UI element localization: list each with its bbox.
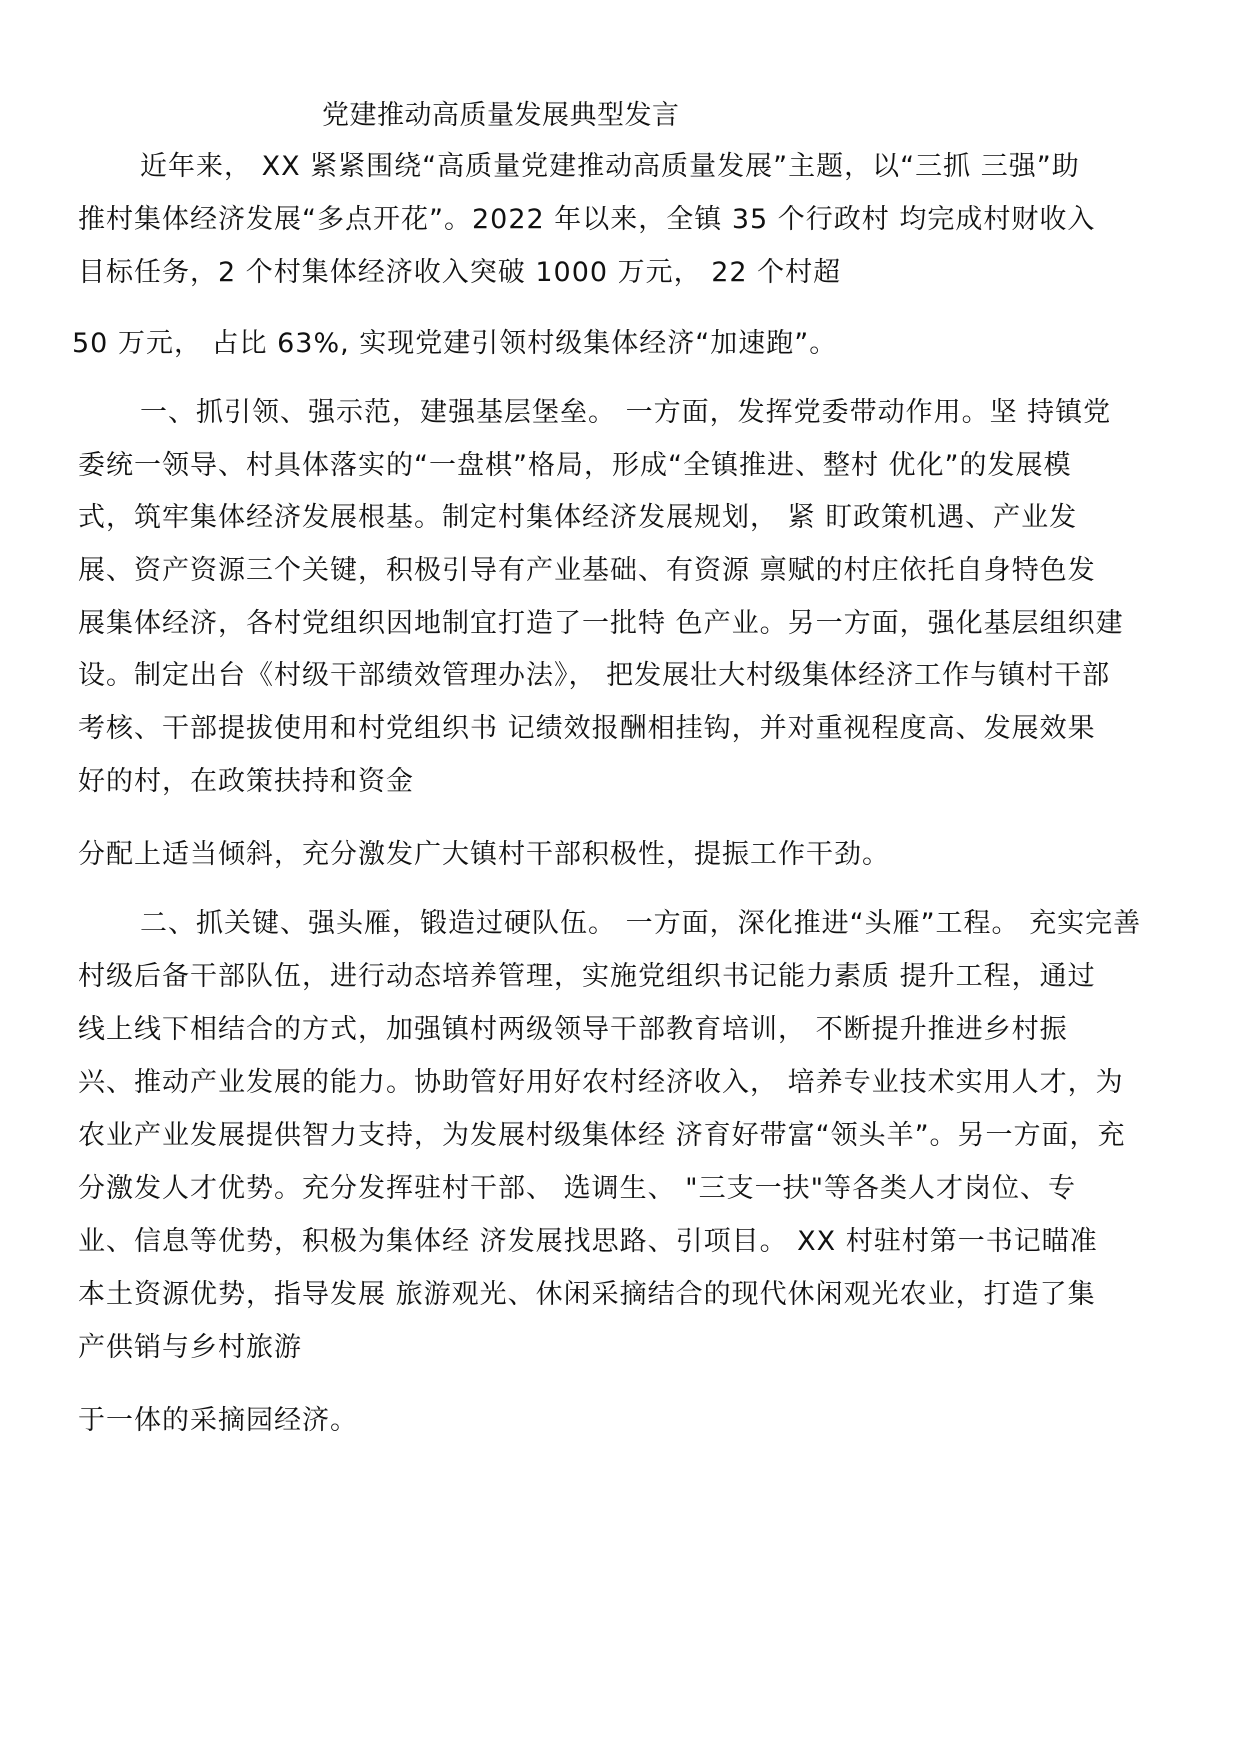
text-line: 目标任务，2 个村集体经济收入突破 1000 万元， 22 个村超 — [78, 257, 842, 288]
text-line: 展、资产资源三个关键，积极引导有产业基础、有资源 禀赋的村庄依托自身特色发 — [78, 555, 1096, 586]
text-line: 考核、干部提拔使用和村党组织书 记绩效报酬相挂钩，并对重视程度高、发展效果 — [78, 713, 1096, 744]
text-line: 业、信息等优势，积极为集体经 济发展找思路、引项目。 XX 村驻村第一书记瞄准 — [78, 1226, 1098, 1257]
text-line: 50 万元， 占比 63%, 实现党建引领村级集体经济“加速跑”。 — [72, 328, 838, 359]
text-line: 近年来， XX 紧紧围绕“高质量党建推动高质量发展”主题，以“三抓 三强”助 — [140, 151, 1080, 182]
text-line: 设。制定出台《村级干部绩效管理办法》， 把发展壮大村级集体经济工作与镇村干部 — [78, 660, 1111, 691]
text-line: 线上线下相结合的方式，加强镇村两级领导干部教育培训， 不断提升推进乡村振 — [78, 1014, 1068, 1045]
document-title: 党建推动高质量发展典型发言 — [322, 100, 680, 131]
text-line: 式，筑牢集体经济发展根基。制定村集体经济发展规划， 紧 盯政策机遇、产业发 — [78, 502, 1078, 533]
text-line: 农业产业发展提供智力支持，为发展村级集体经 济育好带富“领头羊”。另一方面，充 — [78, 1120, 1126, 1151]
text-line: 分激发人才优势。充分发挥驻村干部、 选调生、 "三支一扶"等各类人才岗位、专 — [78, 1173, 1077, 1204]
text-line: 于一体的采摘园经济。 — [78, 1405, 358, 1436]
text-line: 推村集体经济发展“多点开花”。2022 年以来，全镇 35 个行政村 均完成村财收入 — [78, 204, 1096, 235]
text-line: 好的村，在政策扶持和资金 — [78, 766, 414, 797]
text-line: 兴、推动产业发展的能力。协助管好用好农村经济收入， 培养专业技术实用人才，为 — [78, 1067, 1124, 1098]
text-line: 展集体经济，各村党组织因地制宜打造了一批特 色产业。另一方面，强化基层组织建 — [78, 608, 1124, 639]
text-line: 二、抓关键、强头雁，锻造过硬队伍。 一方面，深化推进“头雁”工程。 充实完善 — [140, 908, 1142, 939]
text-line: 本土资源优势，指导发展 旅游观光、休闲采摘结合的现代休闲观光农业，打造了集 — [78, 1279, 1096, 1310]
text-line: 村级后备干部队伍，进行动态培养管理，实施党组织书记能力素质 提升工程，通过 — [78, 961, 1096, 992]
text-line: 分配上适当倾斜，充分激发广大镇村干部积极性，提振工作干劲。 — [78, 839, 890, 870]
text-line: 委统一领导、村具体落实的“一盘棋”格局，形成“全镇推进、整村 优化”的发展模 — [78, 450, 1072, 481]
text-line: 产供销与乡村旅游 — [78, 1332, 302, 1363]
text-line: 一、抓引领、强示范，建强基层堡垒。 一方面，发挥党委带动作用。坚 持镇党 — [140, 397, 1112, 428]
